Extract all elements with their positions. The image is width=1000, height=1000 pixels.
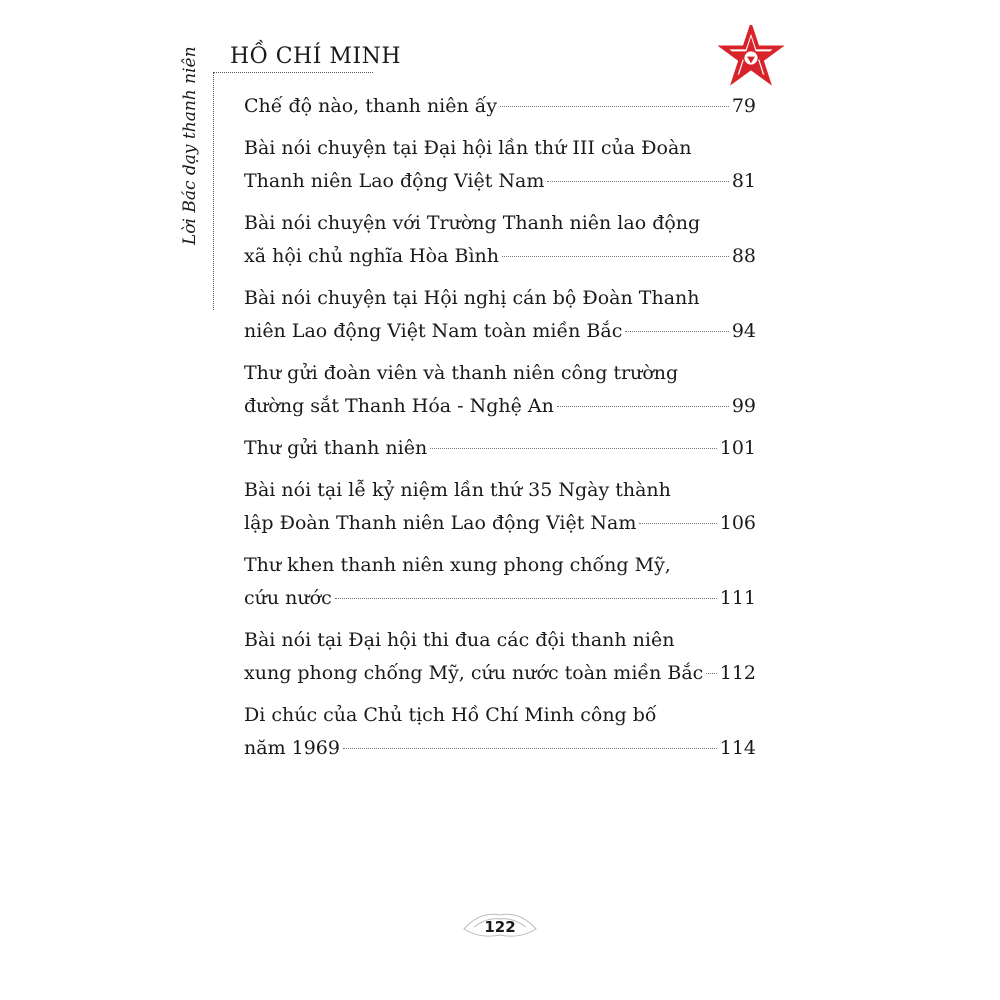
toc-entry-title-end: Thanh niên Lao động Việt Nam <box>244 170 545 192</box>
header-rule <box>213 72 373 73</box>
toc-page-number: 106 <box>719 512 756 534</box>
toc-entry-last-line <box>244 657 756 690</box>
toc-page-number: 114 <box>719 737 756 759</box>
toc-page-number: 79 <box>731 95 756 117</box>
toc-entry <box>244 549 756 615</box>
toc-entry <box>244 282 756 348</box>
toc-entry <box>244 132 756 198</box>
toc-entry-title-end: niên Lao động Việt Nam toàn miền Bắc <box>244 320 623 342</box>
toc-entry <box>244 474 756 540</box>
toc-entry-title-line: Bài nói chuyện tại Hội nghị cán bộ Đoàn Thanh <box>244 287 700 309</box>
toc-entry <box>244 207 756 273</box>
toc-entry-title-end: lập Đoàn Thanh niên Lao động Việt Nam <box>244 512 637 534</box>
toc-entry <box>244 699 756 765</box>
side-rule <box>213 72 214 310</box>
toc-entry-title-end: đường sắt Thanh Hóa - Nghệ An <box>244 395 554 417</box>
toc-entry-title-line: Bài nói tại lễ kỷ niệm lần thứ 35 Ngày thành <box>244 479 671 501</box>
author-header: HỒ CHÍ MINH <box>230 44 402 69</box>
toc-page-number: 111 <box>719 587 756 609</box>
toc-entry-title-end: cứu nước <box>244 587 332 609</box>
dot-leader <box>706 673 716 674</box>
page-number-ornament <box>460 905 540 945</box>
toc-entry-title-line: Di chúc của Chủ tịch Hồ Chí Minh công bố <box>244 704 657 726</box>
toc-page-number: 99 <box>731 395 756 417</box>
toc-entry-title-end: Chế độ nào, thanh niên ấy <box>244 95 498 117</box>
toc-entry-last-line <box>244 390 756 423</box>
toc-entry-title-end: Thư gửi thanh niên <box>244 437 428 459</box>
toc-entry-title-line: Bài nói chuyện với Trường Thanh niên lao động <box>244 212 701 234</box>
dot-leader <box>343 748 717 749</box>
toc-entry-title-line: Bài nói tại Đại hội thi đua các đội thanh niên <box>244 629 675 651</box>
table-of-contents <box>244 90 756 774</box>
toc-entry-last-line <box>244 432 756 465</box>
toc-entry-title-end: năm 1969 <box>244 737 340 759</box>
toc-entry-last-line <box>244 507 756 540</box>
toc-entry <box>244 624 756 690</box>
toc-entry-title-end: xã hội chủ nghĩa Hòa Bình <box>244 245 499 267</box>
toc-entry-last-line <box>244 240 756 273</box>
toc-page-number: 94 <box>731 320 756 342</box>
dot-leader <box>335 598 717 599</box>
dot-leader <box>557 406 729 407</box>
toc-entry <box>244 432 756 465</box>
dot-leader <box>502 256 729 257</box>
toc-entry-last-line <box>244 732 756 765</box>
dot-leader <box>430 448 717 449</box>
star-logo-icon <box>718 25 784 91</box>
page-number: 122 <box>484 918 516 936</box>
toc-entry <box>244 357 756 423</box>
toc-entry <box>244 90 756 123</box>
toc-entry-title-line: Bài nói chuyện tại Đại hội lần thứ III của Đoàn <box>244 137 692 159</box>
toc-page-number: 81 <box>731 170 756 192</box>
dot-leader <box>639 523 716 524</box>
toc-page-number: 101 <box>719 437 756 459</box>
toc-page-number: 112 <box>719 662 756 684</box>
toc-entry-last-line <box>244 582 756 615</box>
toc-entry-title-line: Thư khen thanh niên xung phong chống Mỹ, <box>244 554 671 576</box>
toc-entry-title-line: Thư gửi đoàn viên và thanh niên công trường <box>244 362 679 384</box>
dot-leader <box>547 181 728 182</box>
book-side-title: Lời Bác dạy thanh niên <box>180 46 200 245</box>
toc-page-number: 88 <box>731 245 756 267</box>
toc-entry-last-line <box>244 165 756 198</box>
dot-leader <box>625 331 728 332</box>
toc-entry-title-end: xung phong chống Mỹ, cứu nước toàn miền Bắc <box>244 662 704 684</box>
toc-entry-last-line <box>244 315 756 348</box>
toc-entry-last-line <box>244 90 756 123</box>
dot-leader <box>500 106 729 107</box>
